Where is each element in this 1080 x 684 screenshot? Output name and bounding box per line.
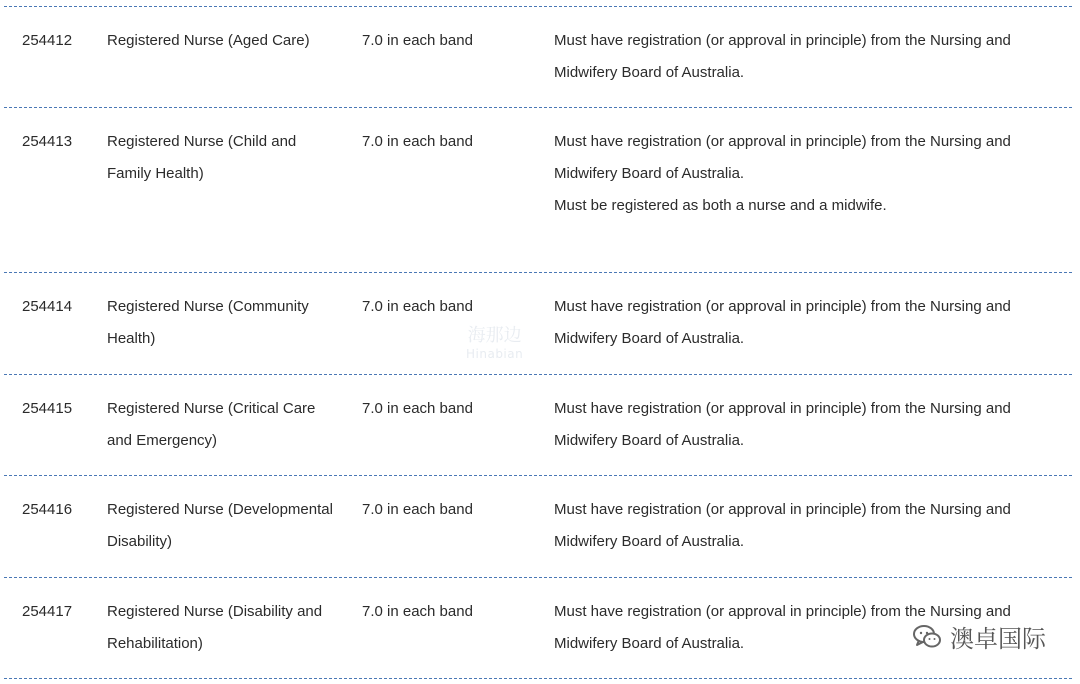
occupation-code: 254413 bbox=[22, 133, 73, 150]
occupation-title: Registered Nurse (Child and Family Health) bbox=[107, 133, 297, 182]
registration-requirements bbox=[554, 126, 1064, 222]
occupation-title: Registered Nurse (Developmental Disability) bbox=[107, 501, 333, 550]
english-requirement: 7.0 in each band bbox=[362, 133, 473, 150]
table-row bbox=[0, 291, 1080, 363]
occupation-title: Registered Nurse (Disability and Rehabilitation) bbox=[107, 603, 323, 652]
registration-requirements bbox=[554, 291, 1064, 355]
occupation-code: 254414 bbox=[22, 298, 73, 315]
registration-requirements bbox=[554, 393, 1064, 457]
occupation-code: 254415 bbox=[22, 400, 73, 417]
occupation-title: Registered Nurse (Aged Care) bbox=[107, 32, 310, 49]
english-requirement: 7.0 in each band bbox=[362, 32, 473, 49]
brand-badge bbox=[912, 619, 1046, 654]
watermark bbox=[466, 326, 523, 362]
english-requirement: 7.0 in each band bbox=[362, 298, 473, 315]
brand-name: 澳卓国际 bbox=[950, 625, 1046, 653]
requirement-text: Must have registration (or approval in principle) from the Nursing and Midwifery Board of Australia. bbox=[554, 400, 1011, 449]
requirement-text: Must have registration (or approval in principle) from the Nursing and Midwifery Board of Australia. bbox=[554, 603, 1011, 652]
table-row bbox=[0, 393, 1080, 465]
registration-requirements bbox=[554, 25, 1064, 89]
requirement-text: Must have registration (or approval in principle) from the Nursing and Midwifery Board of Australia. bbox=[554, 32, 1011, 81]
row-divider bbox=[4, 678, 1072, 679]
row-divider bbox=[4, 6, 1072, 7]
occupation-title: Registered Nurse (Community Health) bbox=[107, 298, 309, 347]
english-requirement: 7.0 in each band bbox=[362, 603, 473, 620]
requirement-text: Must have registration (or approval in principle) from the Nursing and Midwifery Board of Australia. bbox=[554, 133, 1011, 182]
occupation-title: Registered Nurse (Critical Care and Emergency) bbox=[107, 400, 316, 449]
occupation-code: 254412 bbox=[22, 32, 73, 49]
english-requirement: 7.0 in each band bbox=[362, 501, 473, 518]
wechat-icon bbox=[912, 624, 942, 650]
row-divider bbox=[4, 374, 1072, 375]
occupation-code: 254416 bbox=[22, 501, 73, 518]
table-row bbox=[0, 25, 1080, 97]
registration-requirements bbox=[554, 494, 1064, 558]
requirement-text: Must have registration (or approval in principle) from the Nursing and Midwifery Board of Australia. bbox=[554, 298, 1011, 347]
watermark-sub: Hinabian bbox=[466, 347, 524, 361]
requirement-text: Must have registration (or approval in principle) from the Nursing and Midwifery Board of Australia. bbox=[554, 501, 1011, 550]
requirement-text: Must be registered as both a nurse and a midwife. bbox=[554, 197, 887, 214]
table-row bbox=[0, 126, 1080, 256]
row-divider bbox=[4, 475, 1072, 476]
row-divider bbox=[4, 577, 1072, 578]
occupation-code: 254417 bbox=[22, 603, 73, 620]
row-divider bbox=[4, 272, 1072, 273]
table-row bbox=[0, 494, 1080, 566]
watermark-main: 海那边 bbox=[467, 325, 522, 346]
english-requirement: 7.0 in each band bbox=[362, 400, 473, 417]
row-divider bbox=[4, 107, 1072, 108]
